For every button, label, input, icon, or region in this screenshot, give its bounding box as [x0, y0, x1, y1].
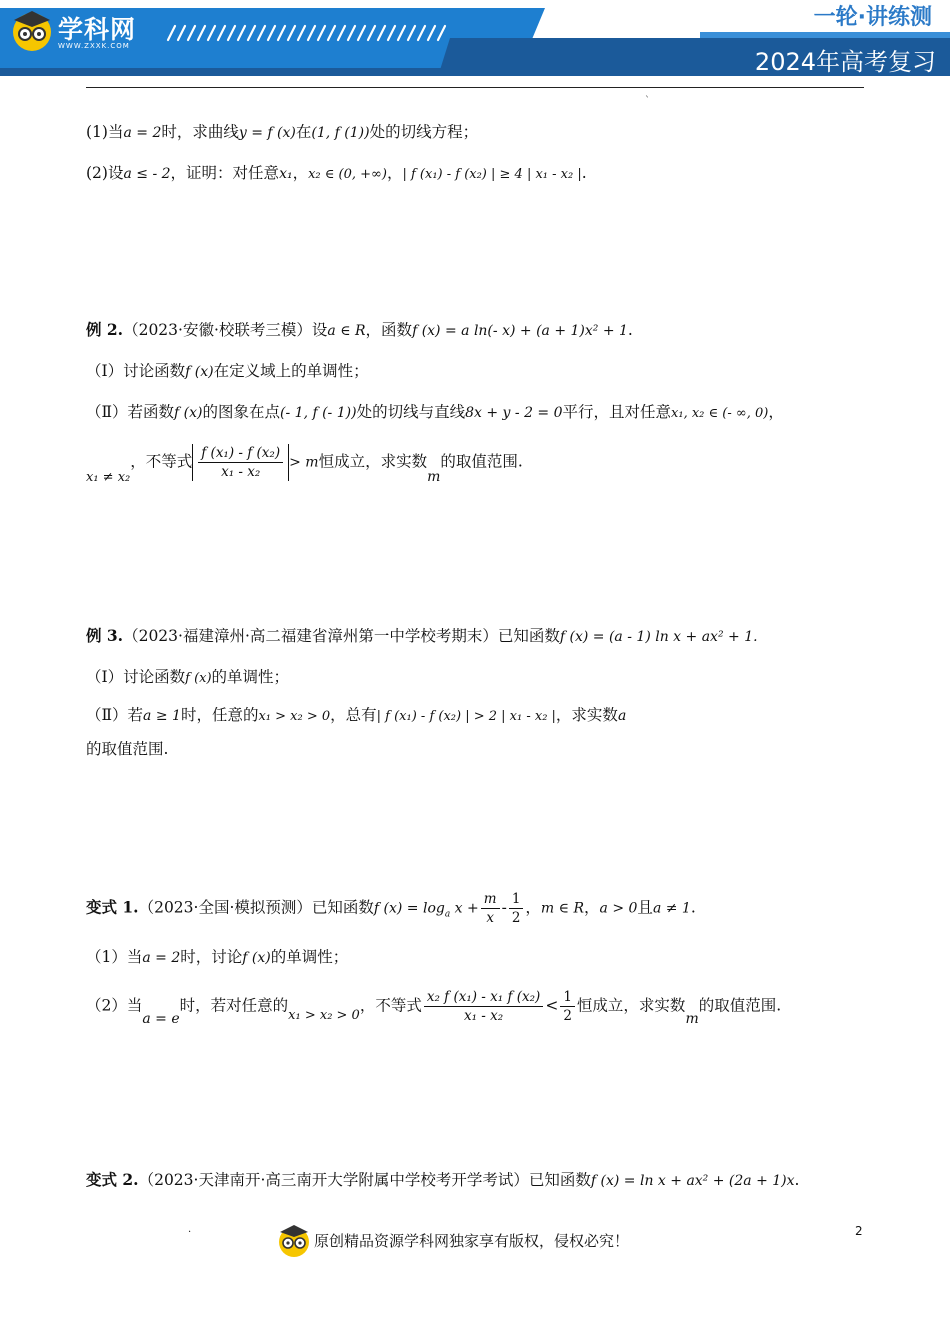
example-2-header: 例 2.（2023·安徽·校联考三模）设a ∈ R，函数f (x) = a ln(- x) + (a + 1)x² + 1.	[86, 320, 633, 339]
example-3-header: 例 3.（2023·福建漳州·高二福建省漳州第一中学校考期末）已知函数f (x) = (a - 1) ln x + ax² + 1.	[86, 626, 758, 645]
variant-1-part2: （2）当a = e时，若对任意的$_{x_1 > x_2 > 0}$，不等式 $\frac{\text{x₂ f (x₁) - x₁ f (x₂)}}{\text{x₁ - x₂}}$ < $\frac{1}{2}$ 恒成立，求实数m的取值范围.	[86, 989, 782, 1027]
q1-part2: (2)设a ≤ - 2，证明：对任意x₁，x₂ ∈ (0, +∞)，| f (x₁) - f (x₂) | ≥ 4 | x₁ - x₂ |.	[86, 164, 587, 182]
example-2-part2-cont: $_{x_1 \ne x_2}$，不等式 $\frac{\text{f (x₁) - f (x₂)}}{\text{x₁ - x₂}}$ > m恒成立，求实数m的取值范围.	[86, 445, 523, 485]
example-3-part2: （Ⅱ）若a ≥ 1时，任意的x₁ > x₂ > 0，总有| f (x₁) - f (x₂) | > 2 | x₁ - x₂ |，求实数a	[86, 706, 627, 724]
page-footer	[276, 1220, 629, 1260]
series-title: 一轮·讲练测	[813, 5, 932, 30]
logo-text: 学科网	[58, 15, 137, 44]
variant-2-label: 变式 2.	[86, 1170, 139, 1189]
logo-url: WWW.ZXXK.COM	[58, 42, 130, 50]
example-3-part1: （Ⅰ）讨论函数f (x)的单调性；	[86, 668, 290, 686]
variant-1-header: 变式 1.（2023·全国·模拟预测）已知函数f $(x) = \log_a x$ + $\frac{m}{x}$ - $\frac{1}{2}$ ，m ∈ R，a > 0且a ≠ 1.	[86, 891, 696, 926]
variant-1-part1: （1）当a = 2时，讨论f (x)的单调性；	[86, 948, 349, 966]
page-header	[0, 0, 950, 80]
example-2-label: 例 2.	[86, 320, 124, 339]
footer-mascot-icon	[276, 1222, 312, 1258]
example-2-part2: （Ⅱ）若函数f (x)的图象在点(- 1, f (- 1))处的切线与直线8x + y - 2 = 0平行，且对任意x₁, x₂ ∈ (- ∞, 0)，	[86, 403, 784, 421]
footer-copyright: 原创精品资源学科网独家享有版权，侵权必究！	[314, 1231, 630, 1250]
variant-1-label: 变式 1.	[86, 897, 139, 917]
stray-dot: .	[188, 1224, 192, 1235]
abs-fraction: $\frac{\text{f (x₁) - f (x₂)}}{\text{x₁ - x₂}}$	[192, 444, 289, 481]
page-number: 2	[855, 1224, 863, 1238]
variant-2-header: 变式 2.（2023·天津南开·高三南开大学附属中学校考开学考试）已知函数f (x) = ln x + ax² + (2a + 1)x.	[86, 1170, 800, 1189]
example-3-part2-cont: 的取值范围.	[86, 740, 169, 758]
stray-mark: `	[645, 96, 650, 107]
example-3-label: 例 3.	[86, 626, 124, 645]
example-2-part1: （Ⅰ）讨论函数f (x)在定义域上的单调性；	[86, 362, 369, 380]
year-title: 2024年高考复习	[754, 48, 936, 76]
header-rule	[86, 87, 864, 88]
q1-part1: (1)当a = 2时，求曲线y = f (x)在(1, f (1))处的切线方程；	[86, 123, 479, 141]
